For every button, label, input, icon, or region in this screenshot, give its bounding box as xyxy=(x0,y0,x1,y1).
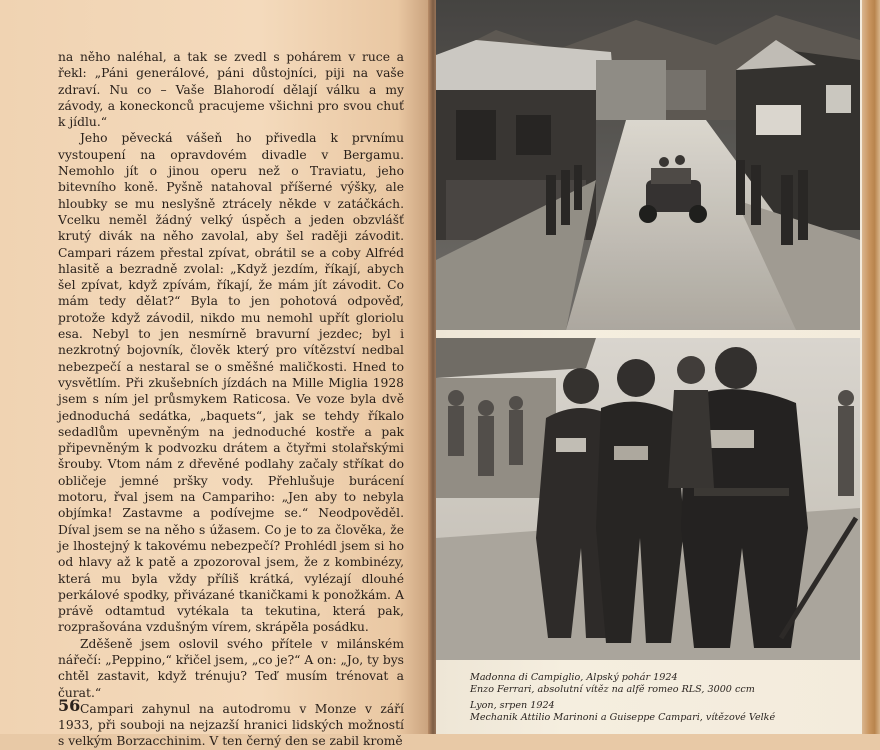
page-edges xyxy=(862,0,880,734)
photo-alpine-race xyxy=(436,0,860,330)
body-text xyxy=(58,49,404,750)
paragraph-1: na něho naléhal, a tak se zvedl s pohárem v ruce a řekl: „Páni generálové, páni důstojníci, piji na vaše zdraví. Nu co – Vaše Blahorodí dělají válku a my závody, a koneckonců pracujeme všichni pro svou chuť k jídlu.“ xyxy=(58,50,404,130)
paragraph-2: Jeho pěvecká vášeň ho přivedla k prvnímu vystoupení na opravdovém divadle v Bergamu. Nemohlo jít o jinou operu než o Traviatu, jeho bitevního koně. Pyšně natahoval příšerné výšky, ale hloubky se mu neslyšně ztrácely někde v zatáčkách. Vcelku neměl žádný velký úspěch a jeden obzvlášť krutý divák na něho zavolal, aby šel raději závodit. Campari rázem přestal zpívat, obrátil se a coby Alfréd hlasitě a bezradně zvolal: „Když jezdím, říkají, abych šel zpívat, když zpívám, říkají, že mám jít závodit. Co mám tedy dělat?“ Byla to jen pohotová odpověď, protože když závodil, nikdo mu nemohl upřít gloriolu esa. Nebyl to jen nesmírně bravurní jezdec; byl i nezkrotný bojovník, člověk který pro vítězství nedbal nebezpečí a nestaral se o směšné maličkosti. Hned to vysvětlím. Při zkušebních jízdách na Mille Miglia 1928 jsem s ním jel průsmykem Raticosa. Ve voze byla dvě jednoduchá sedátka, „baquets“, jak se tehdy říkalo sedadlům upevněným na jednoduché kostře a pak připevněným k podvozku drátem a čtyřmi stolařskými šrouby. Vtom nám z dřevěné podlahy začaly stříkat do obličeje jemné pršky vody. Přehlušuje burácení motoru, řval jsem na Campariho: „Jen aby to nebyla objímka! Zastavme a podívejme se.“ Neodpověděl. Díval jsem se na něho s úžasem. Co je to za člověka, že je lhostejný k takovému nebezpečí? Prohlédl jsem si ho od hlavy až k patě a zpozoroval jsem, že z kombinézy, která mu byla vždy příliš krátká, vylézají dlouhé perkálové spodky, přivázané tkaničkami k ponožkám. A právě odtamtud vytékala ta tekutina, která pak, rozprašována vzdušným vírem, skrápěla posádku. xyxy=(58,131,404,635)
caption-top-line1: Madonna di Campiglio, Alpský pohár 1924 xyxy=(470,672,678,683)
left-page xyxy=(0,0,432,749)
caption-bottom-line2: Mechanik Attilio Marinoni a Guiseppe Campari, vítězové Velké xyxy=(470,712,776,723)
photo-lyon-drivers xyxy=(436,338,860,660)
caption-top-line2: Enzo Ferrari, absolutní vítěz na alfě romeo RLS, 3000 ccm xyxy=(470,684,755,695)
paragraph-3: Zděšeně jsem oslovil svého přítele v milánském nářečí: „Peppino,“ křičel jsem, „co je?“ A on: „Jo, ty bys chtěl zastavit, když trénuju? Teď musím trénovat a čurat.“ xyxy=(58,636,404,700)
caption-top-photo xyxy=(470,672,850,696)
photo-captions xyxy=(470,672,850,728)
page-number: 56 xyxy=(58,696,81,715)
caption-bottom-line1: Lyon, srpen 1924 xyxy=(470,700,555,711)
paragraph-4: Campari zahynul na autodromu v Monze v září 1933, při souboji na nejzazší hranici lidských možností s velkým Borzacchinim. V ten černý den se zabil kromě xyxy=(58,701,404,749)
caption-bottom-photo xyxy=(470,700,850,724)
